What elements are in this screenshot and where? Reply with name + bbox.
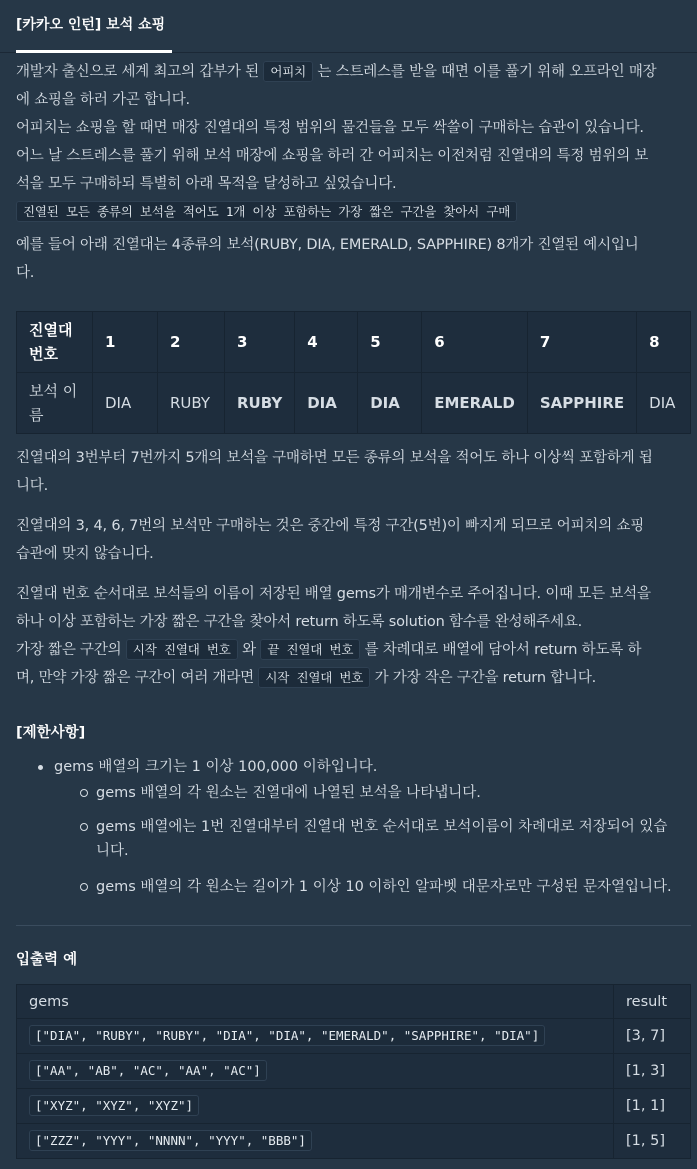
table-cell: [3, 7] [614,1019,691,1054]
example-line-1: 예를 들어 아래 진열대는 4종류의 보석(RUBY, DIA, EMERALD, SAPPHIRE) 8개가 진열된 예시입니 [16,237,639,253]
shelf-table [16,311,691,434]
constraints-section [16,719,688,899]
inline-code: 끝 진열대 번호 [260,639,360,660]
table-row [17,373,691,434]
goal-code: 진열된 모든 종류의 보석을 적어도 1개 이상 포함하는 가장 짧은 구간을 찾아서 구매 [16,201,517,222]
table-cell [17,1054,614,1089]
table-header-cell: result [614,985,691,1019]
table-cell: DIA [295,373,358,434]
inline-code: 시작 진열대 번호 [258,667,370,688]
table-cell: [1, 3] [614,1054,691,1089]
inline-code: 시작 진열대 번호 [126,639,238,660]
table-row [17,1124,691,1159]
table-cell: [1, 1] [614,1089,691,1124]
table-cell: DIA [358,373,422,434]
table-header-cell: 5 [358,312,422,373]
table-header-cell: 2 [158,312,225,373]
body-line: 니다. [16,478,49,494]
body-line: 가장 짧은 구간의 시작 진열대 번호 와 끝 진열대 번호 를 차례대로 배열에 담아서 return 하도록 하 [16,636,688,664]
table-row [17,1054,691,1089]
intro-line-2: 에 쇼핑을 하러 가곤 합니다. [16,92,190,108]
table-header-cell: 3 [225,312,295,373]
body-line: 진열대 번호 순서대로 보석들의 이름이 저장된 배열 gems가 매개변수로 주어집니다. 이때 모든 보석을 [16,586,651,602]
table-header-cell: 진열대 번호 [17,312,93,373]
table-cell: SAPPHIRE [527,373,636,434]
table-cell: DIA [93,373,158,434]
body-line: 습관에 맞지 않습니다. [16,546,154,562]
intro-line-5: 석을 모두 구매하되 특별히 아래 목적을 달성하고 싶었습니다. [16,176,397,192]
problem-body [16,444,688,692]
constraints-list [16,755,688,899]
body-line: 진열대의 3, 4, 6, 7번의 보석만 구매하는 것은 중간에 특정 구간(5번)이 빠지게 되므로 어피치의 쇼핑 [16,518,645,534]
goal-line [16,198,688,226]
tab-bar [0,0,697,53]
gems-code: ["ZZZ", "YYY", "NNNN", "YYY", "BBB"] [29,1130,312,1151]
gems-code: ["AA", "AB", "AC", "AA", "AC"] [29,1060,267,1081]
table-header-cell: 6 [422,312,528,373]
table-cell: RUBY [225,373,295,434]
table-cell [17,1089,614,1124]
table-header-cell: 4 [295,312,358,373]
table-header-cell: gems [17,985,614,1019]
table-cell: 보석 이 름 [17,373,93,434]
gems-code: ["DIA", "RUBY", "RUBY", "DIA", "DIA", "EMERALD", "SAPPHIRE", "DIA"] [29,1025,545,1046]
table-cell: EMERALD [422,373,528,434]
list-item: gems 배열의 크기는 1 이상 100,000 이하입니다. [16,755,688,781]
table-cell [17,1124,614,1159]
table-row [17,1019,691,1054]
body-line: 며, 만약 가장 짧은 구간이 여러 개라면 시작 진열대 번호 가 가장 작은 구간을 return 합니다. [16,664,688,692]
table-cell: [1, 5] [614,1124,691,1159]
constraints-title: [제한사항] [16,725,86,741]
table-cell: RUBY [158,373,225,434]
table-cell [17,1019,614,1054]
table-row [17,312,691,373]
io-title: 입출력 예 [16,952,78,968]
list-item: gems 배열의 각 원소는 길이가 1 이상 10 이하인 알파벳 대문자로만 구성된 문자열입니다. [16,875,688,899]
list-item: gems 배열에는 1번 진열대부터 진열대 번호 순서대로 보석이름이 차례대로 저장되어 있습 니다. [16,815,688,875]
io-example-table [16,984,691,1159]
table-row [17,1089,691,1124]
table-header-cell: 8 [637,312,691,373]
inline-code: 어피치 [263,61,313,82]
body-line: 진열대의 3번부터 7번까지 5개의 보석을 구매하면 모든 종류의 보석을 적어도 하나 이상씩 포함하게 됩 [16,450,653,466]
body-line: 하나 이상 포함하는 가장 짧은 구간을 찾아서 return 하도록 solution 함수를 완성해주세요. [16,614,583,630]
intro-line-3: 어피치는 쇼핑을 할 때면 매장 진열대의 특정 범위의 물건들을 모두 싹쓸이 구매하는 습관이 있습니다. [16,120,644,136]
intro-line-4: 어느 날 스트레스를 풀기 위해 보석 매장에 쇼핑을 하러 간 어피치는 이전처럼 진열대의 특정 범위의 보 [16,148,649,164]
list-item: gems 배열의 각 원소는 진열대에 나열된 보석을 나타냅니다. [16,781,688,815]
tab-problem-title[interactable]: [카카오 인턴] 보석 쇼핑 [16,0,172,53]
section-divider [16,925,691,926]
table-cell: DIA [637,373,691,434]
table-header-cell: 7 [527,312,636,373]
table-row [17,985,691,1019]
gems-code: ["XYZ", "XYZ", "XYZ"] [29,1095,199,1116]
table-header-cell: 1 [93,312,158,373]
intro-line-1: 개발자 출신으로 세계 최고의 갑부가 된 어피치 는 스트레스를 받을 때면 이를 풀기 위해 오프라인 매장 [16,58,688,86]
example-line-2: 다. [16,265,35,281]
problem-description [16,58,688,286]
